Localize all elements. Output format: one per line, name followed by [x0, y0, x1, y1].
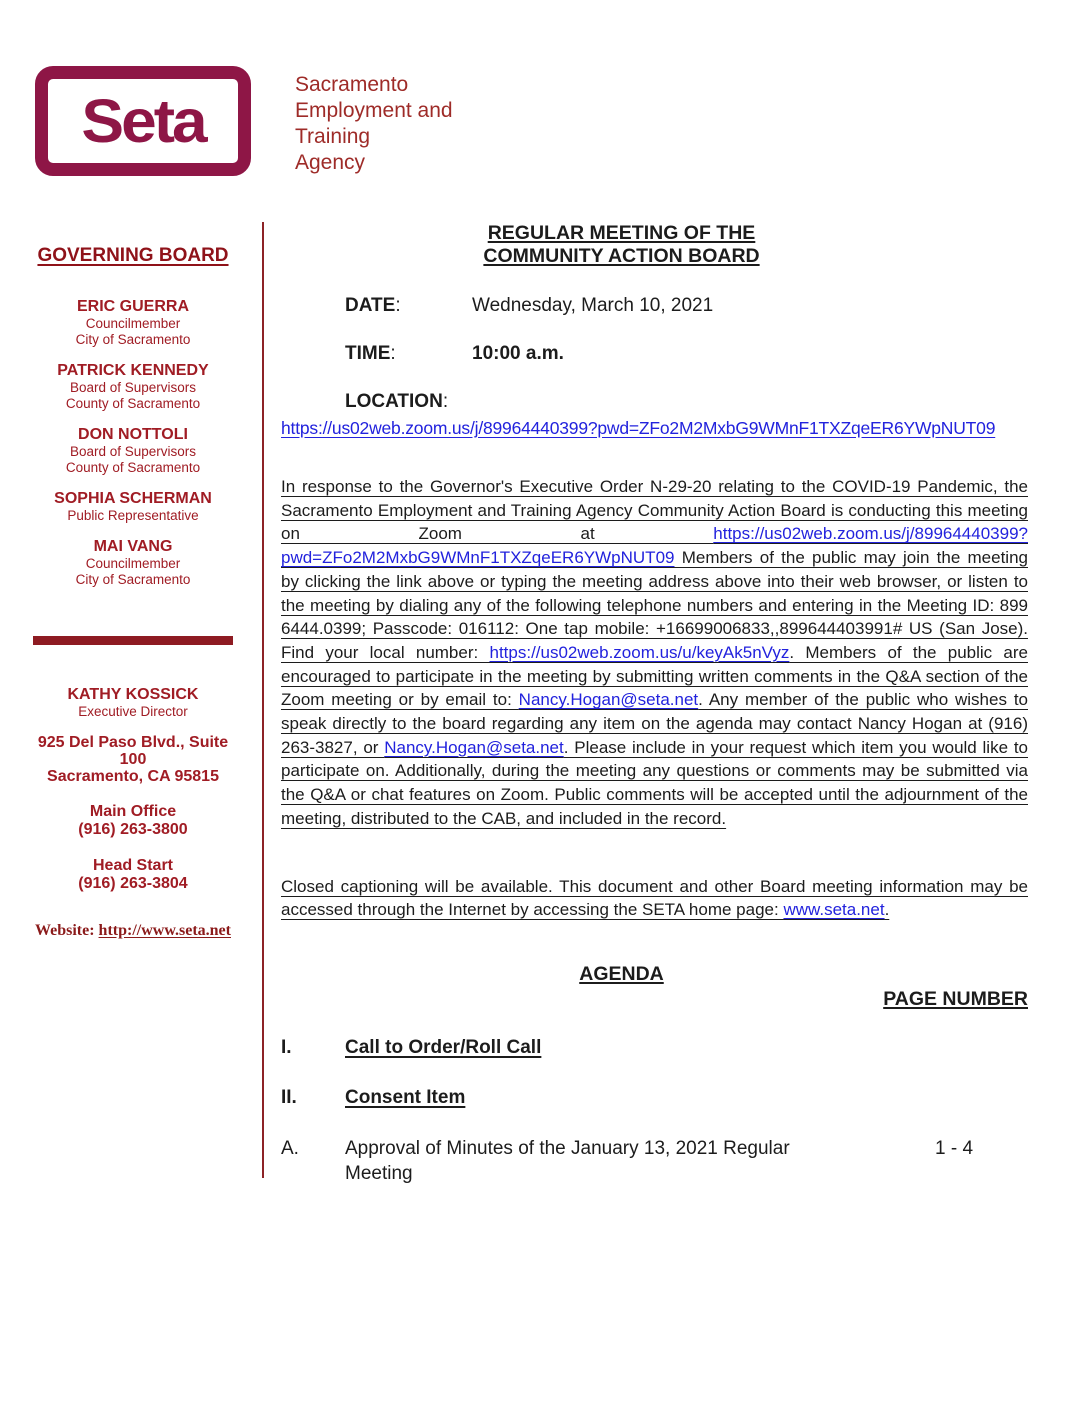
agenda-items: [281, 1036, 1028, 1186]
closed-captioning-paragraph: [281, 875, 1028, 922]
agenda-numeral: I.: [281, 1036, 292, 1058]
address-line: Sacramento, CA 95815: [47, 768, 219, 785]
meeting-title: [281, 222, 1028, 268]
member-role: County of Sacramento: [65, 396, 201, 411]
board-member: [28, 298, 238, 348]
meeting-title-line2: COMMUNITY ACTION BOARD: [483, 245, 760, 267]
board-member: [28, 538, 238, 588]
website-label: Website:: [35, 922, 95, 939]
member-name: ERIC GUERRA: [76, 298, 189, 315]
text-segment: Closed captioning will be available. This document and other Board meeting information may be accessed through the Internet by accessing the SETA home page:: [281, 876, 1028, 920]
member-name: DON NOTTOLI: [78, 426, 188, 443]
seta-logo: [35, 66, 251, 176]
board-member: [28, 490, 238, 524]
contact-phone: (916) 263-3800: [78, 821, 188, 838]
subitem-page-range: 1 - 4: [935, 1137, 974, 1159]
date-label-wrap: [345, 295, 472, 317]
time-label-wrap: [345, 343, 472, 365]
agenda-item-2: [281, 1086, 1028, 1110]
agency-name-line: Employment and: [295, 99, 453, 122]
board-member: [28, 426, 238, 476]
member-role: Councilmember: [85, 316, 181, 331]
date-row: [345, 295, 1028, 317]
text-segment: . Any member of the public who wishes to speak directly to the board regarding any item on the agenda may contact Nancy Hogan at (916) 263-3827, or: [281, 690, 1028, 757]
time-row: [345, 343, 1028, 365]
text-segment: Members of the public may join the meeting by clicking the link above or typing the meeting address above into their web browser, or listen to the meeting by dialing any of the following telephone numbers and entering in the Meeting ID: 899 6444.0399; Passcode: 016112: One tap mobile: +16699006833,,899644403991# US (San Jose). Find your local number:: [281, 548, 1028, 662]
agency-name-line: Sacramento: [295, 73, 409, 96]
subitem-letter: A.: [281, 1137, 299, 1159]
sidebar: [28, 245, 238, 940]
member-name: PATRICK KENNEDY: [57, 362, 209, 379]
location-label: LOCATION: [345, 391, 443, 412]
agenda-item-1: [281, 1036, 1028, 1060]
member-role: Board of Supervisors: [69, 444, 197, 459]
zoom-meeting-link[interactable]: https://us02web.zoom.us/j/89964440399?pwd=ZFo2M2MxbG9WMnF1TXZqeER6YWpNUT09: [281, 418, 996, 438]
date-value: Wednesday, March 10, 2021: [472, 295, 714, 316]
inline-link[interactable]: Nancy.Hogan@seta.net: [518, 690, 699, 710]
sidebar-divider-bar: [33, 636, 233, 645]
agenda-heading: [281, 963, 1028, 986]
agenda-heading-text: AGENDA: [579, 962, 664, 985]
member-name: SOPHIA SCHERMAN: [54, 490, 212, 507]
label-colon: :: [395, 295, 401, 316]
inline-link[interactable]: Nancy.Hogan@seta.net: [384, 737, 564, 757]
member-role: County of Sacramento: [65, 460, 201, 475]
executive-director-block: [28, 686, 238, 720]
contact-label: Head Start: [92, 857, 174, 874]
governing-board-heading: GOVERNING BOARD: [37, 245, 229, 266]
inline-link[interactable]: www.seta.net: [783, 900, 885, 920]
text-segment: . Members of the public are encouraged to participate in the meeting by submitting written comments in the Q&A section of the Zoom meeting or by email to:: [281, 642, 1028, 710]
website-link[interactable]: http://www.seta.net: [98, 922, 231, 939]
location-row: [345, 391, 1028, 413]
agenda-numeral: II.: [281, 1086, 297, 1108]
agency-name-line: Training: [295, 125, 371, 148]
member-role: City of Sacramento: [75, 572, 191, 587]
contact-phone: (916) 263-3804: [78, 875, 188, 892]
text-segment: . Please include in your request which item you would like to participate on. Additionally, during the meeting any questions or comments may be submitted via the Q&A or chat features on Zoom. Public comments will be accepted until the adjournment of the meeting, distributed to the CAB, and included in the record.: [281, 737, 1028, 828]
date-label: DATE: [345, 295, 396, 316]
agency-name-line: Agency: [295, 151, 366, 174]
agenda-item-title: Call to Order/Roll Call: [345, 1036, 542, 1058]
meeting-meta: [281, 295, 1028, 413]
member-role: Councilmember: [85, 556, 181, 571]
page-number-heading: [281, 988, 1028, 1011]
member-role: City of Sacramento: [75, 332, 191, 347]
column-divider-rule: [262, 222, 264, 1178]
agency-name: [295, 72, 453, 176]
text-segment: In response to the Governor's Executive Order N-29-20 relating to the COVID-19 Pandemic, the Sacramento Employment and Training Agency Community Action Board is conducting this meeting on Zoom at: [281, 477, 1028, 544]
meeting-title-line1: REGULAR MEETING OF THE: [487, 222, 756, 244]
inline-link[interactable]: https://us02web.zoom.us/j/89964440399?pwd=ZFo2M2MxbG9WMnF1TXZqeER6YWpNUT09: [281, 524, 1028, 568]
director-title: Executive Director: [78, 704, 188, 719]
address-line: 925 Del Paso Blvd., Suite 100: [37, 734, 229, 768]
subitem-text: Approval of Minutes of the January 13, 2021 Regular Meeting: [345, 1137, 790, 1184]
text-segment: .: [884, 900, 890, 920]
director-name: KATHY KOSSICK: [67, 686, 199, 703]
agenda-item-title: Consent Item: [345, 1086, 466, 1108]
covid-notice-paragraph: [281, 475, 1028, 831]
member-name: MAI VANG: [93, 538, 173, 555]
page-number-heading-text: PAGE NUMBER: [883, 987, 1028, 1010]
member-role: Board of Supervisors: [69, 380, 197, 395]
time-label: TIME: [345, 343, 391, 364]
board-member: [28, 362, 238, 412]
inline-link[interactable]: https://us02web.zoom.us/u/keyAk5nVyz: [489, 642, 790, 662]
contact-label: Main Office: [89, 803, 177, 820]
label-colon: :: [442, 391, 449, 412]
main-content: [281, 222, 1028, 1186]
label-colon: :: [390, 343, 396, 364]
member-role: Public Representative: [67, 508, 199, 523]
time-value: 10:00 a.m.: [472, 343, 564, 364]
seta-logo-text: Seta: [81, 86, 205, 156]
contact-main-office: [28, 803, 238, 839]
agency-address: [28, 734, 238, 785]
agenda-subitem-a: [281, 1136, 1028, 1186]
contact-head-start: [28, 857, 238, 893]
zoom-meeting-url: [281, 417, 1028, 439]
board-members-list: [28, 298, 238, 588]
website-line: [28, 922, 238, 940]
